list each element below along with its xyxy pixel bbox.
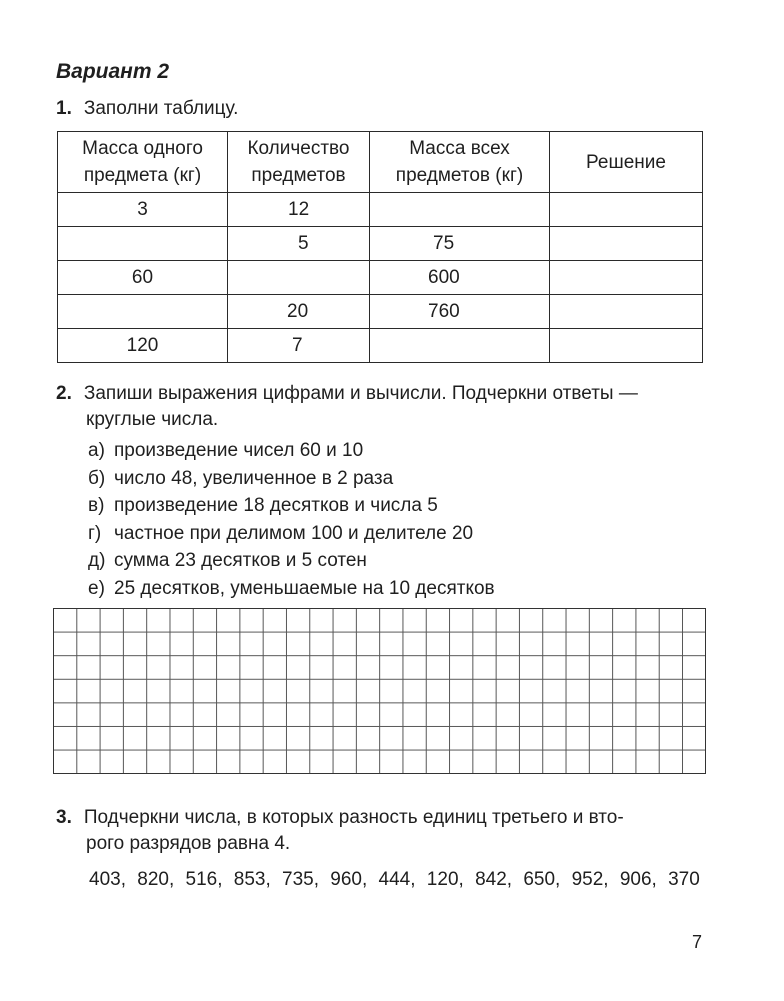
table-cell[interactable]: 120 (58, 329, 228, 363)
item-marker: а) (88, 440, 105, 461)
table-cell[interactable] (550, 261, 703, 295)
task-2-text-line1: Запиши выражения цифрами и вычисли. Подчеркни ответы — (83, 383, 638, 404)
task-2-number: 2. (56, 383, 72, 404)
header-solution: Решение (550, 132, 703, 193)
item-text: произведение чисел 60 и 10 (114, 440, 364, 461)
table-cell[interactable] (370, 329, 550, 363)
list-item (88, 437, 495, 465)
table-cell[interactable]: 75 (370, 227, 550, 261)
list-item (88, 575, 495, 603)
table-header-row (58, 132, 703, 193)
page-number: 7 (692, 932, 703, 952)
table-cell[interactable]: 12 (228, 193, 370, 227)
task-3-number: 3. (56, 807, 72, 828)
item-marker: е) (88, 577, 105, 599)
table-cell[interactable]: 3 (58, 193, 228, 227)
item-text: 25 десятков, уменьшаемые на 10 десятков (114, 577, 495, 599)
list-item (88, 492, 495, 520)
task-1-heading (56, 96, 238, 122)
item-text: сумма 23 десятков и 5 сотен (114, 550, 367, 571)
list-item (88, 547, 495, 575)
table-cell[interactable] (550, 295, 703, 329)
item-text: произведение 18 десятков и числа 5 (114, 495, 438, 516)
header-mass-one: Масса одного предмета (кг) (58, 132, 228, 193)
task-3-text-line2: рого разрядов равна 4. (86, 833, 291, 854)
task-1-number: 1. (56, 98, 72, 119)
item-marker: д) (88, 550, 106, 571)
table-row (58, 193, 703, 227)
table-cell[interactable]: 760 (370, 295, 550, 329)
item-text: частное при делимом 100 и делителе 20 (114, 522, 474, 544)
table-cell[interactable]: 20 (228, 295, 370, 329)
table-cell[interactable] (370, 193, 550, 227)
task-3-text-line1: Подчеркни числа, в которых разность единиц третьего и вто- (83, 807, 624, 828)
list-item (88, 520, 495, 548)
table-cell[interactable]: 7 (228, 329, 370, 363)
table-cell[interactable] (550, 193, 703, 227)
item-text: число 48, увеличенное в 2 раза (114, 467, 394, 489)
table-row (58, 261, 703, 295)
task-3-heading (56, 805, 624, 857)
task-2-text-line2: круглые числа. (86, 409, 219, 430)
table-cell[interactable] (58, 227, 228, 261)
mass-table (57, 131, 703, 363)
table-cell[interactable] (550, 329, 703, 363)
task-1-text: Заполни таблицу. (83, 98, 239, 119)
header-count: Количество предметов (228, 132, 370, 193)
table-cell[interactable]: 60 (58, 261, 228, 295)
answer-grid[interactable] (53, 608, 706, 774)
table-row (58, 329, 703, 363)
header-mass-all: Масса всех предметов (кг) (370, 132, 550, 193)
table-row (58, 295, 703, 329)
table-row (58, 227, 703, 261)
table-cell[interactable] (550, 227, 703, 261)
item-marker: в) (88, 495, 105, 516)
item-marker: б) (88, 467, 106, 489)
table-cell[interactable]: 600 (370, 261, 550, 295)
task-3-number-list[interactable]: 403, 820, 516, 853, 735, 960, 444, 120, 842, 650, 952, 906, 370 (89, 869, 700, 890)
list-item (88, 465, 495, 493)
table-cell[interactable] (228, 261, 370, 295)
variant-title: Вариант 2 (56, 60, 170, 83)
task-2-heading (56, 381, 638, 433)
table-cell[interactable]: 5 (228, 227, 370, 261)
table-cell[interactable] (58, 295, 228, 329)
task-2-item-list (88, 437, 495, 602)
item-marker: г) (88, 522, 102, 544)
